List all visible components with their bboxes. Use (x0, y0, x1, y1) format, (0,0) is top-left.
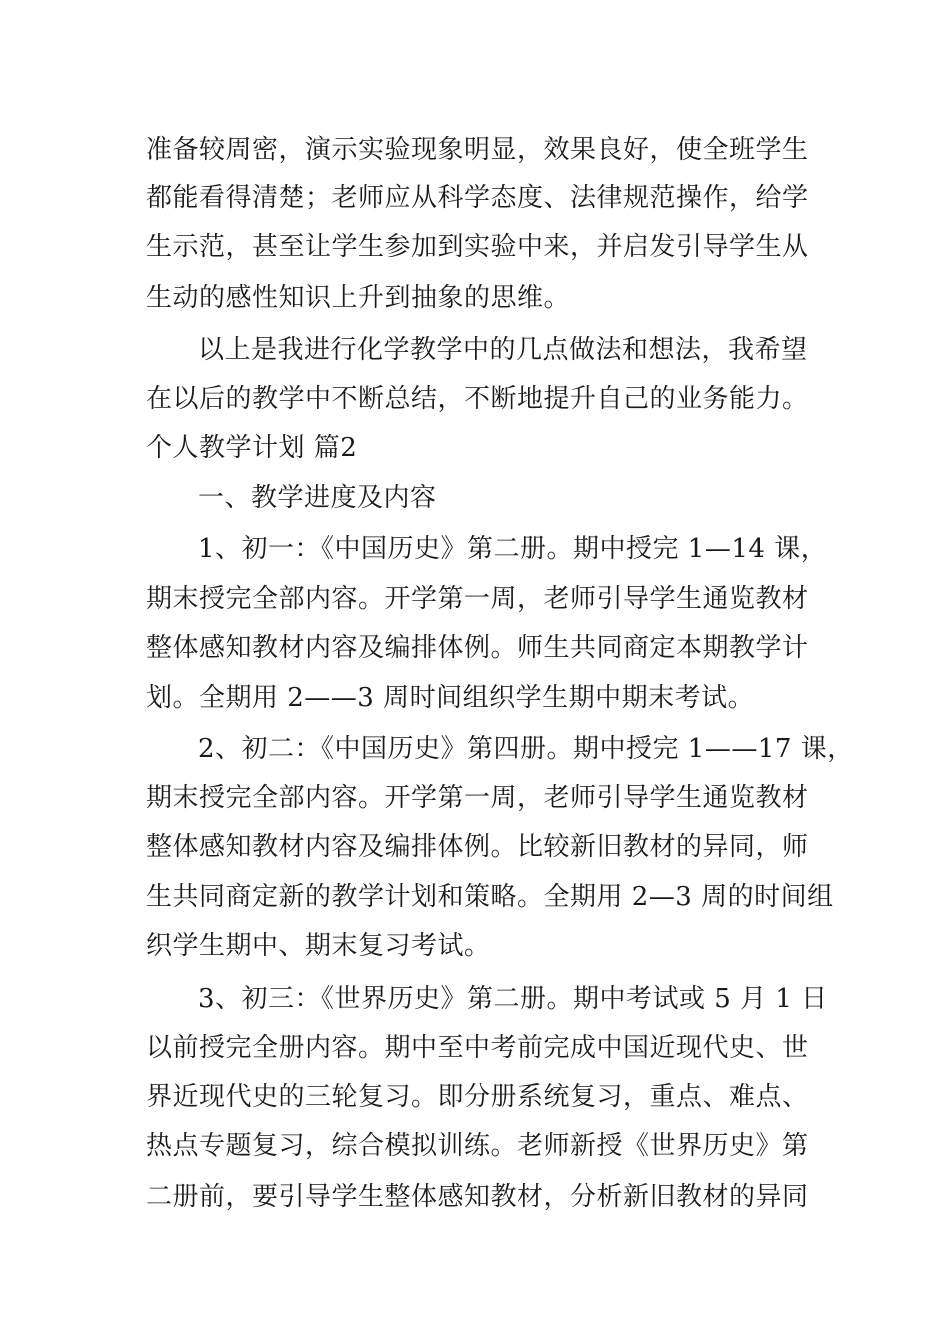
text-line: 都能看得清楚；老师应从科学态度、法律规范操作，给学 (146, 183, 809, 213)
text-line: 期末授完全部内容。开学第一周，老师引导学生通览教材 (146, 783, 809, 813)
text-line: 3、初三：《世界历史》第二册。期中考试或 5 月 1 日 (198, 984, 828, 1014)
text-line: 二册前，要引导学生整体感知教材，分析新旧教材的异同 (146, 1182, 809, 1212)
text-line: 以上是我进行化学教学中的几点做法和想法，我希望 (198, 335, 808, 365)
text-line: 热点专题复习，综合模拟训练。老师新授《世界历史》第 (146, 1131, 809, 1161)
text-line: 以前授完全册内容。期中至中考前完成中国近现代史、世 (146, 1033, 809, 1063)
text-line: 界近现代史的三轮复习。即分册系统复习，重点、难点、 (146, 1082, 809, 1112)
text-line: 整体感知教材内容及编排体例。师生共同商定本期教学计 (146, 633, 809, 663)
subsection-heading: 一、教学进度及内容 (198, 483, 437, 513)
text-line: 生共同商定新的教学计划和策略。全期用 2—3 周的时间组 (146, 882, 834, 912)
text-line: 准备较周密，演示实验现象明显，效果良好，使全班学生 (146, 135, 809, 165)
text-line: 期末授完全部内容。开学第一周，老师引导学生通览教材 (146, 584, 809, 614)
text-line: 2、初二：《中国历史》第四册。期中授完 1——17 课， (198, 734, 854, 764)
text-line: 织学生期中、期末复习考试。 (146, 931, 491, 961)
text-line: 划。全期用 2——3 周时间组织学生期中期末考试。 (146, 683, 755, 713)
section-heading: 个人教学计划 篇2 (146, 433, 358, 463)
text-line: 生示范，甚至让学生参加到实验中来，并启发引导学生从 (146, 232, 809, 262)
text-line: 1、初一：《中国历史》第二册。期中授完 1—14 课， (198, 534, 828, 564)
text-line: 整体感知教材内容及编排体例。比较新旧教材的异同，师 (146, 832, 809, 862)
text-line: 生动的感性知识上升到抽象的思维。 (146, 283, 571, 313)
text-line: 在以后的教学中不断总结，不断地提升自己的业务能力。 (146, 384, 809, 414)
